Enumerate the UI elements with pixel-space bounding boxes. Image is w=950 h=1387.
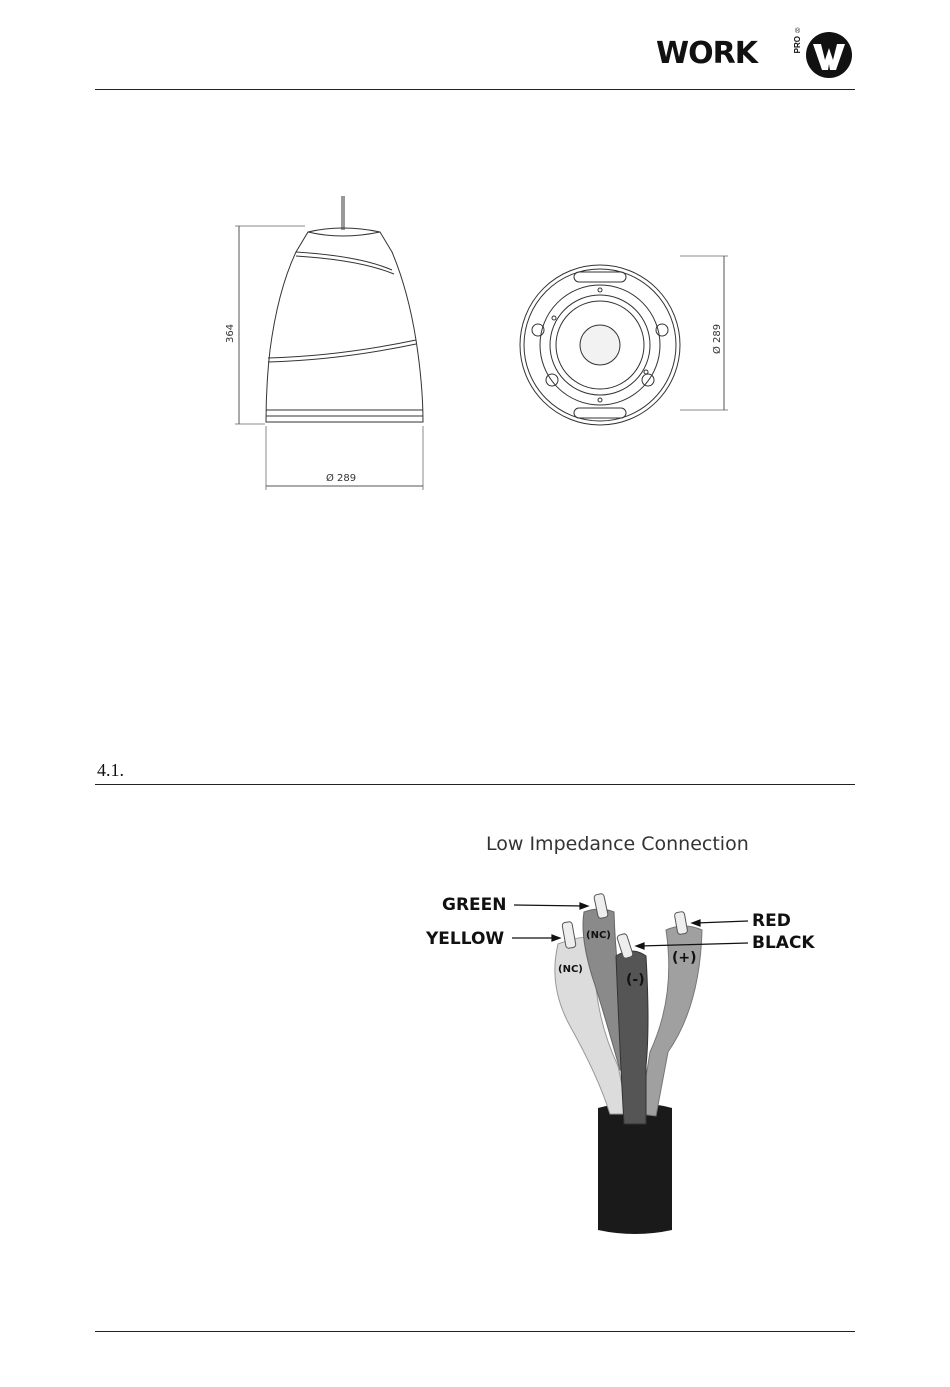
logo-pro-text: PRO: [793, 36, 802, 54]
speaker-dimension-drawing: [220, 190, 740, 500]
green-label: GREEN: [442, 895, 507, 915]
nc-green-label: (NC): [586, 930, 611, 941]
wiring-title: Low Impedance Connection: [486, 833, 749, 855]
header-rule: [95, 89, 855, 90]
section-rule: [95, 784, 855, 785]
logo-w-icon: [804, 30, 854, 80]
top-view: [520, 256, 728, 425]
yellow-label: YELLOW: [426, 929, 505, 949]
minus-label: (-): [626, 972, 645, 988]
section-number: 4.1.: [97, 760, 124, 780]
nc-yellow-label: (NC): [558, 964, 583, 975]
top-diameter-label: Ø 289: [712, 323, 723, 354]
side-view: [235, 196, 423, 490]
height-dimension-label: 364: [225, 323, 236, 343]
black-label: BLACK: [752, 933, 815, 953]
wiring-diagram: [420, 826, 840, 1246]
work-pro-logo: [656, 30, 856, 82]
registered-mark: ®: [795, 28, 801, 35]
logo-text: WORK: [656, 36, 757, 71]
bottom-diameter-label: Ø 289: [326, 473, 357, 484]
red-label: RED: [752, 911, 791, 931]
plus-label: (+): [672, 950, 697, 966]
footer-rule: [95, 1331, 855, 1332]
